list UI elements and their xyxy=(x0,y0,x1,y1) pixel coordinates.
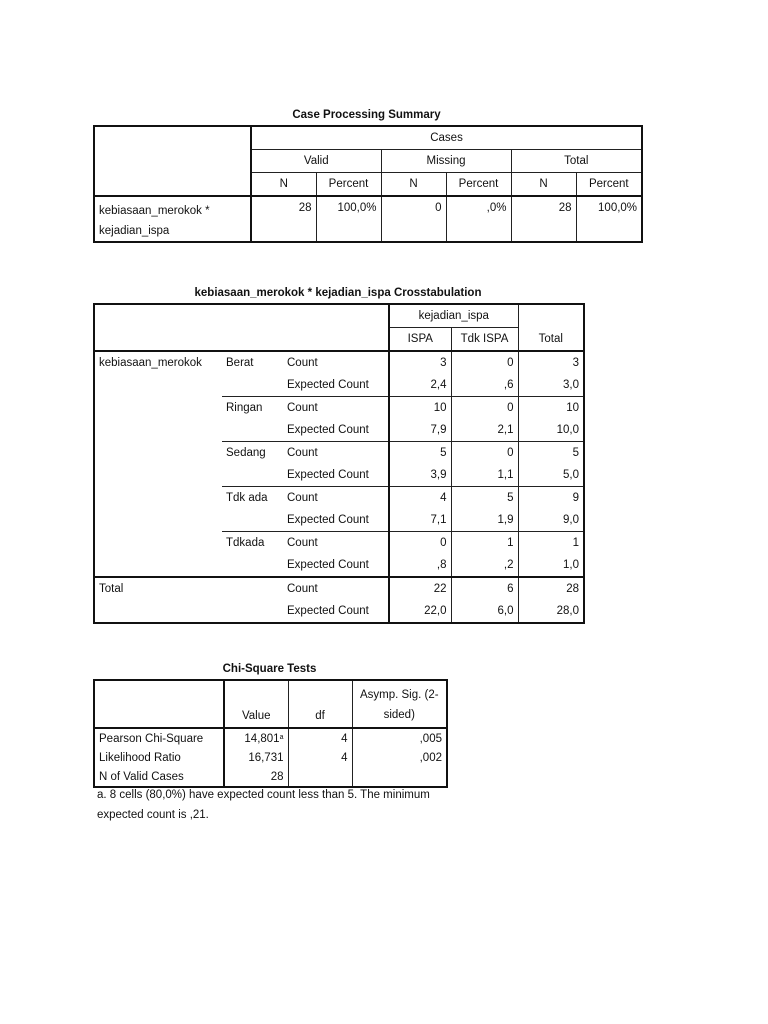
total-percent: 100,0% xyxy=(576,196,642,242)
expected-count-label: Expected Count xyxy=(283,509,389,532)
expected-ispa: 7,1 xyxy=(389,509,451,532)
col-tdk-ispa: Tdk ISPA xyxy=(451,328,518,352)
crosstab-title: kebiasaan_merokok * kejadian_ispa Crosstabulation xyxy=(194,287,482,299)
test-df: 4 xyxy=(288,748,352,767)
test-label: N of Valid Cases xyxy=(94,767,224,787)
count-tdk-ispa: 0 xyxy=(451,351,518,374)
col-total: Total xyxy=(518,328,584,352)
row-label-line2: kejadian_ispa xyxy=(99,225,170,237)
col-sig xyxy=(352,680,447,728)
missing-n: 0 xyxy=(381,196,446,242)
sub-percent: Percent xyxy=(316,173,381,197)
total-n: 28 xyxy=(511,196,576,242)
expected-ispa: ,8 xyxy=(389,554,451,577)
test-sig: ,005 xyxy=(352,728,447,748)
test-value xyxy=(224,728,288,748)
test-label: Likelihood Ratio xyxy=(94,748,224,767)
count-ispa: 5 xyxy=(389,442,451,465)
table-row xyxy=(94,748,447,767)
row-variable-label: kebiasaan_merokok xyxy=(94,351,222,577)
expected-count-label: Expected Count xyxy=(283,554,389,577)
expected-count-label: Expected Count xyxy=(283,419,389,442)
expected-ispa: 7,9 xyxy=(389,419,451,442)
sub-percent: Percent xyxy=(446,173,511,197)
valid-n: 28 xyxy=(251,196,316,242)
expected-tdk-ispa: 1,9 xyxy=(451,509,518,532)
expected-count-label: Expected Count xyxy=(283,464,389,487)
count-ispa: 4 xyxy=(389,487,451,510)
expected-total: 9,0 xyxy=(518,509,584,532)
expected-tdk-ispa: ,2 xyxy=(451,554,518,577)
col-ispa: ISPA xyxy=(389,328,451,352)
expected-total: 5,0 xyxy=(518,464,584,487)
total-expected-ispa: 22,0 xyxy=(389,600,451,623)
table-row xyxy=(94,577,584,600)
test-label: Pearson Chi-Square xyxy=(94,728,224,748)
cases-header: Cases xyxy=(251,126,642,150)
sub-n: N xyxy=(381,173,446,197)
count-total: 10 xyxy=(518,397,584,420)
chi-corner xyxy=(94,680,224,728)
count-ispa: 0 xyxy=(389,532,451,555)
count-tdk-ispa: 1 xyxy=(451,532,518,555)
expected-count-label: Expected Count xyxy=(283,600,389,623)
count-total: 9 xyxy=(518,487,584,510)
sub-n: N xyxy=(511,173,576,197)
row-category: Ringan xyxy=(222,397,283,442)
row-label xyxy=(94,196,251,242)
row-category: Berat xyxy=(222,351,283,397)
count-total: 3 xyxy=(518,351,584,374)
footnote-line2: expected count is ,21. xyxy=(97,809,209,821)
test-value-text: 28 xyxy=(270,770,284,783)
count-label: Count xyxy=(283,487,389,510)
expected-tdk-ispa: 2,1 xyxy=(451,419,518,442)
test-sig xyxy=(352,767,447,787)
total-count-total: 28 xyxy=(518,577,584,600)
total-expected-total: 28,0 xyxy=(518,600,584,623)
expected-total: 10,0 xyxy=(518,419,584,442)
valid-percent: 100,0% xyxy=(316,196,381,242)
col-sig-line1: Asymp. Sig. (2- xyxy=(359,689,439,701)
count-label: Count xyxy=(283,532,389,555)
expected-total: 3,0 xyxy=(518,374,584,397)
total-header-top xyxy=(518,304,584,328)
col-df: df xyxy=(288,680,352,728)
count-tdk-ispa: 0 xyxy=(451,442,518,465)
col-sig-line2: sided) xyxy=(383,709,415,721)
chi-square-table xyxy=(93,679,448,788)
test-df xyxy=(288,767,352,787)
test-value-text: 16,731 xyxy=(248,751,284,764)
col-group-header: kejadian_ispa xyxy=(389,304,518,328)
footnote-marker: a xyxy=(279,733,284,741)
total-count-ispa: 22 xyxy=(389,577,451,600)
chi-footnote xyxy=(97,785,430,825)
test-value-text: 14,801 xyxy=(244,732,280,745)
count-ispa: 3 xyxy=(389,351,451,374)
case-summary-title: Case Processing Summary xyxy=(292,109,441,121)
test-df: 4 xyxy=(288,728,352,748)
row-label-line1: kebiasaan_merokok * xyxy=(99,205,210,217)
test-value xyxy=(224,767,288,787)
count-total: 5 xyxy=(518,442,584,465)
chi-square-title: Chi-Square Tests xyxy=(222,663,317,675)
footnote-line1: a. 8 cells (80,0%) have expected count less than 5. The minimum xyxy=(97,789,430,801)
expected-tdk-ispa: 1,1 xyxy=(451,464,518,487)
group-valid: Valid xyxy=(251,150,381,173)
count-label: Count xyxy=(283,442,389,465)
count-tdk-ispa: 5 xyxy=(451,487,518,510)
table-row xyxy=(94,351,584,374)
table-row xyxy=(94,728,447,748)
total-count-tdk-ispa: 6 xyxy=(451,577,518,600)
count-tdk-ispa: 0 xyxy=(451,397,518,420)
total-row-label: Total xyxy=(94,577,283,623)
col-value: Value xyxy=(224,680,288,728)
expected-ispa: 2,4 xyxy=(389,374,451,397)
test-value xyxy=(224,748,288,767)
count-label: Count xyxy=(283,577,389,600)
expected-total: 1,0 xyxy=(518,554,584,577)
test-sig: ,002 xyxy=(352,748,447,767)
sub-n: N xyxy=(251,173,316,197)
count-label: Count xyxy=(283,397,389,420)
expected-ispa: 3,9 xyxy=(389,464,451,487)
case-summary-table xyxy=(93,125,643,243)
table-row xyxy=(94,767,447,787)
count-label: Count xyxy=(283,351,389,374)
sub-percent: Percent xyxy=(576,173,642,197)
crosstab-corner xyxy=(94,304,389,351)
crosstab-table xyxy=(93,303,585,624)
count-total: 1 xyxy=(518,532,584,555)
corner-cell xyxy=(94,126,251,196)
expected-count-label: Expected Count xyxy=(283,374,389,397)
group-total: Total xyxy=(511,150,642,173)
missing-percent: ,0% xyxy=(446,196,511,242)
row-category: Sedang xyxy=(222,442,283,487)
row-category: Tdkada xyxy=(222,532,283,578)
expected-tdk-ispa: ,6 xyxy=(451,374,518,397)
row-category: Tdk ada xyxy=(222,487,283,532)
group-missing: Missing xyxy=(381,150,511,173)
total-expected-tdk-ispa: 6,0 xyxy=(451,600,518,623)
count-ispa: 10 xyxy=(389,397,451,420)
